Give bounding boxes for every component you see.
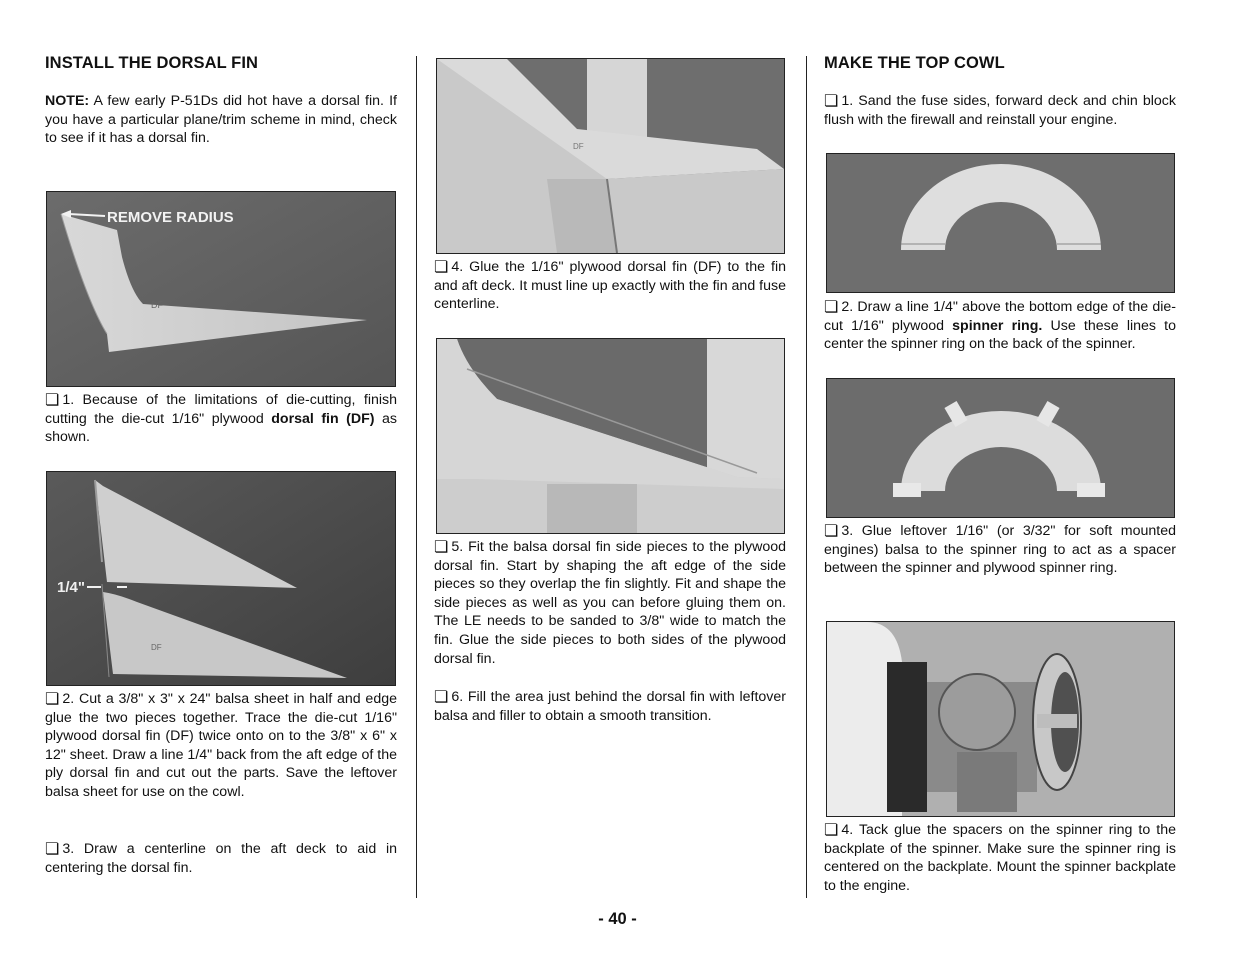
middle-step-4: ❏ 4. Glue the 1/16" plywood dorsal fin (DF) to the fin and aft deck. It must line up exactly with the fin and fuse centerline. [434,259,786,313]
checkbox-icon[interactable]: ❏ [824,822,839,839]
middle-step-5: ❏ 5. Fit the balsa dorsal fin side pieces to the plywood dorsal fin. Start by shaping the aft edge of the side pieces so they overlap the fin slightly. Fit and shape the side pieces as well as you can before gluing them on. The LE needs to be sanded to 3/8" wide to match the fin. Glue the side pieces to both sides of the plywood dorsal fin. [434,539,786,667]
page-number: - 40 - [598,910,637,928]
photo-mark-df-3: DF [573,142,584,151]
photo-balsa-fin-parts [46,471,396,686]
photo-spinner-ring-spacers [826,378,1175,518]
right-step-4: ❏ 4. Tack glue the spacers on the spinner ring to the backplate of the spinner. Make sure the spinner ring is centered on the backplate. Mount the spinner backplate to the engine. [824,822,1176,894]
photo-dorsal-fin-glued [436,58,785,254]
left-step-3: ❏ 3. Draw a centerline on the aft deck to aid in centering the dorsal fin. [45,841,397,876]
photo-mark-df: DF [151,300,163,310]
photo-spinner-ring [826,153,1175,293]
note-label: NOTE: [45,93,90,109]
right-step-3: ❏ 3. Glue leftover 1/16" (or 3/32" for soft mounted engines) balsa to the spinner ring to act as a spacer between the spinner and plywood spinner ring. [824,523,1176,577]
photo-engine-backplate [826,621,1175,817]
photo-callout-remove-radius: REMOVE RADIUS [107,209,234,226]
checkbox-icon[interactable]: ❏ [824,523,839,540]
checkbox-icon[interactable]: ❏ [434,259,449,276]
note-paragraph [45,92,397,148]
section-heading-dorsal-fin: INSTALL THE DORSAL FIN [45,54,259,72]
checkbox-icon[interactable]: ❏ [45,691,60,708]
photo-side-pieces [436,338,785,534]
checkbox-icon[interactable]: ❏ [434,689,449,706]
middle-step-6: ❏ 6. Fill the area just behind the dorsal fin with leftover balsa and filler to obtain a smooth transition. [434,689,786,724]
checkbox-icon[interactable]: ❏ [824,93,839,110]
right-step-2: ❏ 2. Draw a line 1/4" above the bottom edge of the die-cut 1/16" plywood spinner ring. Use these lines to center the spinner ring on the back of the spinner. [824,299,1177,353]
checkbox-icon[interactable]: ❏ [45,392,60,409]
note-text: A few early P-51Ds did hot have a dorsal fin. If you have a particular plane/trim scheme in mind, check to see if it has a dorsal fin. [45,93,397,147]
right-step-1: ❏ 1. Sand the fuse sides, forward deck and chin block flush with the firewall and reinstall your engine. [824,93,1176,128]
photo-callout-quarter-inch: 1/4" [57,579,85,596]
section-heading-top-cowl: MAKE THE TOP COWL [824,54,1005,72]
photo-remove-radius [46,191,396,387]
checkbox-icon[interactable]: ❏ [434,539,449,556]
checkbox-icon[interactable]: ❏ [824,299,839,316]
left-step-2: ❏ 2. Cut a 3/8" x 3" x 24" balsa sheet in half and edge glue the two pieces together. Trace the die-cut 1/16" plywood dorsal fin (DF) twice onto on to the 3/8" x 6" x 12" sheet. Draw a line 1/4" back from the aft edge of the ply dorsal fin and cut out the parts. Save the leftover balsa sheet for use on the cowl. [45,691,397,800]
checkbox-icon[interactable]: ❏ [45,841,60,858]
column-divider-right [806,56,807,898]
column-divider-left [416,56,417,898]
photo-mark-df-2: DF [151,643,162,652]
left-step-1: ❏ 1. Because of the limitations of die-cutting, finish cutting the die-cut 1/16" plywood dorsal fin (DF) as shown. [45,392,397,446]
